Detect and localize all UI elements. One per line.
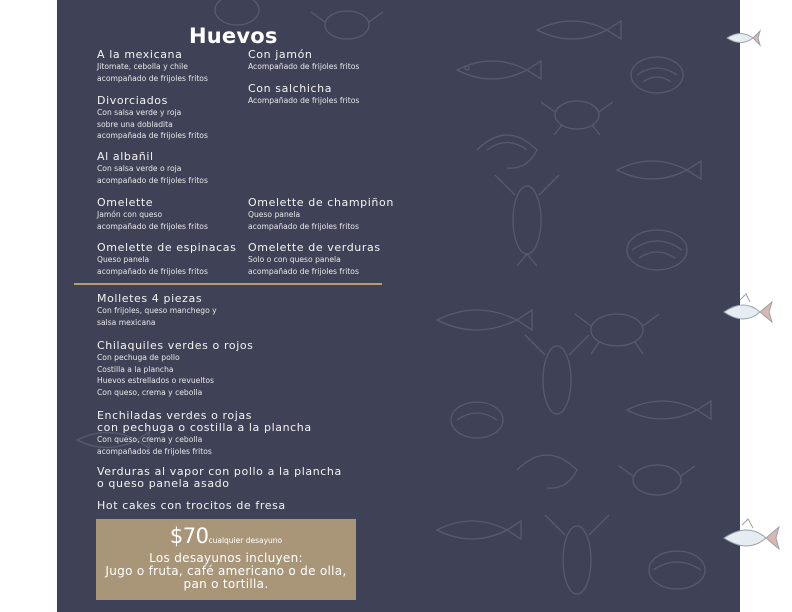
lobster-icon bbox=[495, 175, 559, 266]
item-desc: Solo o con queso panela bbox=[248, 255, 341, 264]
menu-item-omelette-champinon bbox=[248, 197, 394, 232]
shell-icon bbox=[649, 551, 705, 589]
fish-icon bbox=[537, 21, 621, 39]
fish-icon bbox=[437, 310, 532, 330]
item-desc: acompañado de frijoles fritos bbox=[97, 266, 208, 276]
item-name: Hot cakes con trocitos de fresa bbox=[97, 499, 286, 512]
crab-icon bbox=[541, 101, 613, 135]
item-name: Chilaquiles verdes o rojos bbox=[97, 339, 254, 352]
shell-icon bbox=[451, 402, 503, 438]
item-name: Con salchicha bbox=[248, 82, 333, 95]
item-desc: acompañado de frijoles fritos bbox=[248, 266, 359, 276]
crab-icon bbox=[619, 465, 695, 495]
item-name: Omelette de champiñon bbox=[248, 196, 394, 209]
item-name: Divorciados bbox=[97, 94, 168, 107]
promo-line: pan o tortilla. bbox=[183, 577, 269, 591]
item-name: A la mexicana bbox=[97, 48, 183, 61]
item-name: con pechuga o costilla a la plancha bbox=[97, 421, 312, 434]
item-desc: Acompañado de frijoles fritos bbox=[248, 96, 360, 105]
menu-item-omelette-verduras bbox=[248, 242, 381, 277]
item-name: Al albañil bbox=[97, 150, 154, 163]
menu-item-omelette bbox=[97, 197, 208, 232]
menu-item-hot-cakes bbox=[97, 500, 286, 512]
promo-line: Jugo o fruta, café americano o de olla, bbox=[105, 564, 347, 578]
item-name: Verduras al vapor con pollo a la plancha bbox=[97, 465, 342, 478]
crab-icon bbox=[575, 314, 659, 354]
fish-icon bbox=[627, 401, 711, 419]
item-desc: Jitomate, cebolla y chile bbox=[97, 62, 188, 71]
item-desc: Acompañado de frijoles fritos bbox=[248, 62, 360, 71]
item-desc: Jamón con queso bbox=[97, 210, 163, 219]
fish-icon bbox=[722, 518, 782, 558]
shrimp-icon bbox=[477, 135, 537, 168]
item-desc: acompañado de frijoles fritos bbox=[97, 73, 208, 83]
item-desc: Con frijoles, queso manchego y bbox=[97, 306, 217, 315]
fish-icon bbox=[457, 61, 541, 79]
item-desc: Con salsa verde y roja bbox=[97, 108, 182, 117]
item-name: Omelette bbox=[97, 196, 154, 209]
shell-icon bbox=[215, 0, 259, 25]
menu-item-enchiladas bbox=[97, 410, 312, 457]
fish-icon bbox=[437, 521, 521, 539]
menu-item-con-salchicha bbox=[248, 83, 359, 107]
menu-panel bbox=[57, 0, 740, 612]
item-desc: Costilla a la plancha bbox=[97, 364, 174, 374]
item-desc: acompañado de frijoles fritos bbox=[97, 175, 208, 185]
lobster-icon bbox=[545, 515, 609, 594]
item-desc: salsa mexicana bbox=[97, 317, 156, 327]
item-name: Molletes 4 piezas bbox=[97, 292, 203, 305]
menu-item-molletes bbox=[97, 293, 217, 328]
breakfast-promo-box bbox=[96, 519, 356, 600]
item-desc: Con queso, crema y cebolla bbox=[97, 435, 203, 444]
item-desc: Con salsa verde o roja bbox=[97, 164, 182, 173]
menu-item-verduras-al-vapor bbox=[97, 466, 342, 490]
item-desc: Queso panela bbox=[248, 210, 301, 219]
item-name: Con jamón bbox=[248, 48, 313, 61]
price: $70 bbox=[169, 524, 209, 548]
shrimp-icon bbox=[517, 455, 577, 488]
item-desc: acompañado de frijoles fritos bbox=[248, 221, 359, 231]
crab-icon bbox=[311, 11, 383, 39]
menu-item-a-la-mexicana bbox=[97, 49, 208, 84]
shell-icon bbox=[627, 230, 687, 270]
fish-icon bbox=[617, 161, 701, 179]
menu-item-divorciados bbox=[97, 95, 208, 142]
price-note: cualquier desayuno bbox=[208, 536, 283, 545]
item-name: Omelette de verduras bbox=[248, 241, 381, 254]
menu-item-con-jamon bbox=[248, 49, 359, 73]
price-line bbox=[96, 524, 356, 552]
item-desc: Huevos estrellados o revueltos bbox=[97, 376, 215, 385]
section-divider bbox=[74, 283, 382, 285]
lobster-icon bbox=[525, 335, 589, 414]
menu-item-omelette-espinacas bbox=[97, 242, 236, 277]
fish-icon bbox=[725, 28, 761, 48]
item-desc: Con pechuga de pollo bbox=[97, 353, 180, 362]
item-desc: acompañada de frijoles fritos bbox=[97, 131, 208, 140]
menu-item-al-albanil bbox=[97, 151, 208, 186]
section-title: Huevos bbox=[189, 24, 278, 48]
menu-item-chilaquiles bbox=[97, 340, 254, 398]
item-desc: Con queso, crema y cebolla bbox=[97, 387, 203, 397]
item-desc: acompañados de frijoles fritos bbox=[97, 446, 212, 456]
item-name: Enchiladas verdes o rojas bbox=[97, 409, 253, 422]
promo-line: Los desayunos incluyen: bbox=[149, 551, 303, 565]
fish-icon bbox=[722, 292, 774, 330]
item-name: Omelette de espinacas bbox=[97, 241, 237, 254]
item-desc: acompañado de frijoles fritos bbox=[97, 221, 208, 231]
item-desc: sobre una dobladita bbox=[97, 119, 173, 129]
shell-icon bbox=[631, 57, 683, 93]
item-desc: Queso panela bbox=[97, 255, 150, 264]
item-name: o queso panela asado bbox=[97, 477, 230, 490]
